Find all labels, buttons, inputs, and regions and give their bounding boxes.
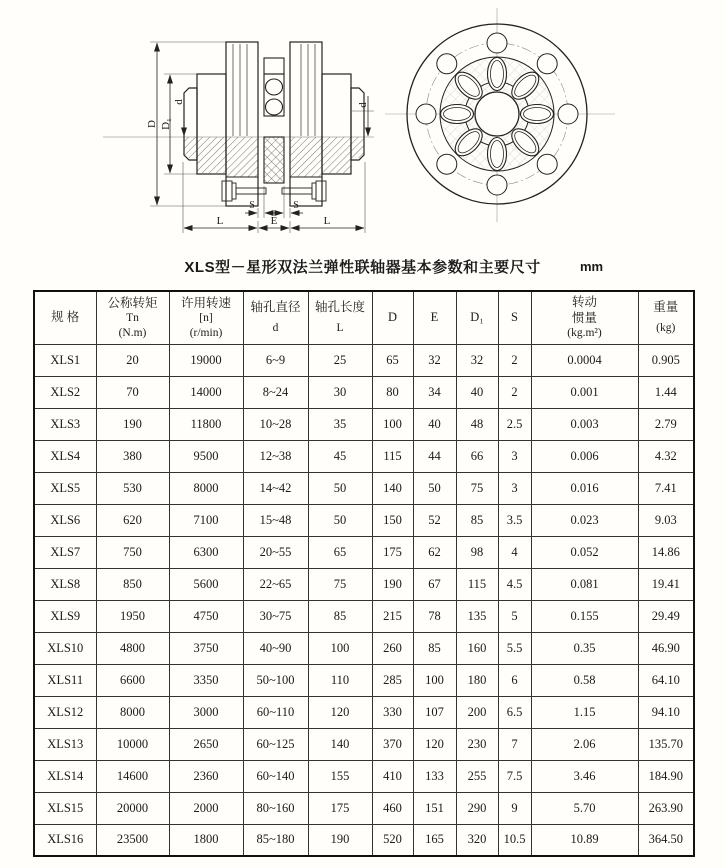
- table-row: [34, 824, 694, 856]
- table-cell: 40: [413, 408, 456, 440]
- table-cell: 115: [456, 568, 498, 600]
- table-cell: 40~90: [243, 632, 308, 664]
- table-cell: 6300: [169, 536, 243, 568]
- col-header-bore-length: 轴孔长度 L: [308, 291, 372, 344]
- table-cell: 30: [308, 376, 372, 408]
- table-cell: 6: [498, 664, 531, 696]
- table-cell: 9500: [169, 440, 243, 472]
- table-cell: 10.89: [531, 824, 638, 856]
- table-cell: 215: [372, 600, 413, 632]
- table-cell: 0.023: [531, 504, 638, 536]
- table-row: [34, 792, 694, 824]
- table-cell: 65: [372, 344, 413, 376]
- table-cell: XLS13: [34, 728, 96, 760]
- table-cell: 40: [456, 376, 498, 408]
- table-cell: 7: [498, 728, 531, 760]
- table-cell: 175: [372, 536, 413, 568]
- col-header-inertia: 转动 惯量 (kg.m²): [531, 291, 638, 344]
- table-cell: 80~160: [243, 792, 308, 824]
- table-row: [34, 696, 694, 728]
- table-row: [34, 632, 694, 664]
- table-cell: 66: [456, 440, 498, 472]
- dim-label-L-left: L: [216, 215, 224, 227]
- table-cell: 8000: [96, 696, 169, 728]
- table-cell: 2360: [169, 760, 243, 792]
- table-cell: 65: [308, 536, 372, 568]
- table-cell: 1800: [169, 824, 243, 856]
- table-cell: 46.90: [638, 632, 694, 664]
- table-cell: 380: [96, 440, 169, 472]
- table-row: [34, 504, 694, 536]
- table-cell: 20000: [96, 792, 169, 824]
- table-cell: 12~38: [243, 440, 308, 472]
- table-row: [34, 376, 694, 408]
- table-cell: 0.58: [531, 664, 638, 696]
- table-cell: 14~42: [243, 472, 308, 504]
- table-cell: 0.0004: [531, 344, 638, 376]
- table-cell: XLS8: [34, 568, 96, 600]
- table-cell: 3350: [169, 664, 243, 696]
- table-cell: 2: [498, 376, 531, 408]
- table-cell: 230: [456, 728, 498, 760]
- technical-drawing: [0, 0, 725, 250]
- dim-label-d-right: d: [357, 102, 369, 108]
- title-row: [0, 256, 725, 278]
- table-cell: 155: [308, 760, 372, 792]
- dim-label-D: D: [146, 120, 158, 128]
- table-cell: XLS5: [34, 472, 96, 504]
- table-cell: 320: [456, 824, 498, 856]
- table-cell: 460: [372, 792, 413, 824]
- table-cell: 2: [498, 344, 531, 376]
- table-cell: 290: [456, 792, 498, 824]
- table-cell: 75: [456, 472, 498, 504]
- table-cell: 6~9: [243, 344, 308, 376]
- table-cell: 67: [413, 568, 456, 600]
- table-cell: 60~125: [243, 728, 308, 760]
- table-cell: 110: [308, 664, 372, 696]
- table-cell: 260: [372, 632, 413, 664]
- table-cell: 29.49: [638, 600, 694, 632]
- table-cell: 263.90: [638, 792, 694, 824]
- col-header-speed: 许用转速 [n] (r/min): [169, 291, 243, 344]
- table-cell: 14000: [169, 376, 243, 408]
- table-cell: 180: [456, 664, 498, 696]
- table-cell: 94.10: [638, 696, 694, 728]
- table-cell: 14600: [96, 760, 169, 792]
- table-cell: 0.001: [531, 376, 638, 408]
- table-cell: XLS16: [34, 824, 96, 856]
- table-cell: 7.41: [638, 472, 694, 504]
- table-cell: 85~180: [243, 824, 308, 856]
- table-cell: 50: [413, 472, 456, 504]
- table-cell: 100: [372, 408, 413, 440]
- col-header-E: E: [413, 291, 456, 344]
- table-cell: 64.10: [638, 664, 694, 696]
- table-cell: 0.081: [531, 568, 638, 600]
- table-cell: 60~110: [243, 696, 308, 728]
- table-cell: 3: [498, 440, 531, 472]
- table-cell: 10~28: [243, 408, 308, 440]
- table-cell: 11800: [169, 408, 243, 440]
- table-cell: 133: [413, 760, 456, 792]
- dim-label-d-left: d: [173, 99, 185, 105]
- table-cell: 190: [96, 408, 169, 440]
- dim-label-S-left: S: [249, 200, 255, 211]
- table-cell: 34: [413, 376, 456, 408]
- table-cell: 330: [372, 696, 413, 728]
- table-cell: 1.15: [531, 696, 638, 728]
- table-cell: 3: [498, 472, 531, 504]
- table-cell: 4: [498, 536, 531, 568]
- table-cell: 2.06: [531, 728, 638, 760]
- table-cell: 25: [308, 344, 372, 376]
- table-cell: 14.86: [638, 536, 694, 568]
- table-cell: 7.5: [498, 760, 531, 792]
- table-cell: 2.5: [498, 408, 531, 440]
- table-cell: 5.70: [531, 792, 638, 824]
- table-cell: 15~48: [243, 504, 308, 536]
- table-cell: 2650: [169, 728, 243, 760]
- table-cell: 32: [456, 344, 498, 376]
- col-header-weight: 重量 (kg): [638, 291, 694, 344]
- table-cell: 0.003: [531, 408, 638, 440]
- table-cell: 6.5: [498, 696, 531, 728]
- table-cell: 2.79: [638, 408, 694, 440]
- table-cell: 98: [456, 536, 498, 568]
- table-cell: 30~75: [243, 600, 308, 632]
- table-cell: 32: [413, 344, 456, 376]
- table-cell: 4800: [96, 632, 169, 664]
- table-cell: 50~100: [243, 664, 308, 696]
- table-row: [34, 728, 694, 760]
- table-cell: 184.90: [638, 760, 694, 792]
- dim-label-S-right: S: [293, 200, 299, 211]
- table-cell: 5: [498, 600, 531, 632]
- table-cell: 5.5: [498, 632, 531, 664]
- table-cell: 100: [413, 664, 456, 696]
- unit-label: mm: [580, 259, 604, 274]
- table-cell: 750: [96, 536, 169, 568]
- table-cell: 120: [413, 728, 456, 760]
- table-cell: 175: [308, 792, 372, 824]
- table-cell: 160: [456, 632, 498, 664]
- table-cell: 190: [308, 824, 372, 856]
- table-cell: 75: [308, 568, 372, 600]
- table-row: [34, 472, 694, 504]
- table-cell: 0.006: [531, 440, 638, 472]
- table-cell: 0.016: [531, 472, 638, 504]
- table-cell: 3.46: [531, 760, 638, 792]
- table-cell: 52: [413, 504, 456, 536]
- table-cell: 19000: [169, 344, 243, 376]
- table-cell: 48: [456, 408, 498, 440]
- table-cell: 135.70: [638, 728, 694, 760]
- table-cell: 107: [413, 696, 456, 728]
- table-cell: 35: [308, 408, 372, 440]
- side-section-view: [103, 42, 374, 233]
- table-cell: 10000: [96, 728, 169, 760]
- table-cell: 0.052: [531, 536, 638, 568]
- table-cell: 140: [308, 728, 372, 760]
- dim-label-E: E: [270, 215, 278, 227]
- table-cell: 85: [308, 600, 372, 632]
- table-cell: 2000: [169, 792, 243, 824]
- table-cell: 3750: [169, 632, 243, 664]
- table-row: [34, 408, 694, 440]
- table-cell: 0.35: [531, 632, 638, 664]
- table-cell: 0.155: [531, 600, 638, 632]
- table-cell: 7100: [169, 504, 243, 536]
- table-cell: 6600: [96, 664, 169, 696]
- table-row: [34, 760, 694, 792]
- table-cell: 190: [372, 568, 413, 600]
- table-cell: 850: [96, 568, 169, 600]
- table-cell: XLS11: [34, 664, 96, 696]
- table-cell: 370: [372, 728, 413, 760]
- table-cell: 19.41: [638, 568, 694, 600]
- col-header-D1: D₁: [456, 291, 498, 344]
- table-cell: 45: [308, 440, 372, 472]
- table-cell: 0.905: [638, 344, 694, 376]
- table-cell: 20~55: [243, 536, 308, 568]
- dim-label-D1: D₁: [160, 118, 172, 130]
- table-cell: 23500: [96, 824, 169, 856]
- col-header-bore-diameter: 轴孔直径 d: [243, 291, 308, 344]
- table-cell: XLS4: [34, 440, 96, 472]
- table-header: [34, 291, 694, 344]
- table-cell: 135: [456, 600, 498, 632]
- table-cell: 5600: [169, 568, 243, 600]
- table-cell: 120: [308, 696, 372, 728]
- front-view: [385, 8, 615, 222]
- table-cell: 85: [413, 632, 456, 664]
- col-header-torque: 公称转矩 Tn (N.m): [96, 291, 169, 344]
- table-cell: 50: [308, 504, 372, 536]
- table-cell: 20: [96, 344, 169, 376]
- table-cell: 70: [96, 376, 169, 408]
- bore-circle: [475, 92, 519, 136]
- table-cell: 255: [456, 760, 498, 792]
- parameters-table: [33, 290, 695, 857]
- table-cell: 1950: [96, 600, 169, 632]
- table-cell: 115: [372, 440, 413, 472]
- table-row: [34, 344, 694, 376]
- table-cell: XLS7: [34, 536, 96, 568]
- table-cell: 4750: [169, 600, 243, 632]
- table-cell: 165: [413, 824, 456, 856]
- table-cell: 3000: [169, 696, 243, 728]
- table-cell: XLS1: [34, 344, 96, 376]
- table-cell: 100: [308, 632, 372, 664]
- table-cell: 4.32: [638, 440, 694, 472]
- table-cell: 3.5: [498, 504, 531, 536]
- table-cell: 9.03: [638, 504, 694, 536]
- table-cell: 4.5: [498, 568, 531, 600]
- page-title: XLS型－星形双法兰弹性联轴器基本参数和主要尺寸: [184, 259, 541, 276]
- col-header-D: D: [372, 291, 413, 344]
- table-cell: 364.50: [638, 824, 694, 856]
- table-cell: XLS14: [34, 760, 96, 792]
- table-cell: 200: [456, 696, 498, 728]
- table-cell: 410: [372, 760, 413, 792]
- table-row: [34, 536, 694, 568]
- table-cell: 8~24: [243, 376, 308, 408]
- table-cell: 1.44: [638, 376, 694, 408]
- table-cell: 285: [372, 664, 413, 696]
- table-cell: XLS12: [34, 696, 96, 728]
- table-cell: 80: [372, 376, 413, 408]
- table-cell: 620: [96, 504, 169, 536]
- table-cell: XLS3: [34, 408, 96, 440]
- table-cell: 44: [413, 440, 456, 472]
- table-row: [34, 568, 694, 600]
- table-cell: 78: [413, 600, 456, 632]
- dim-label-L-right: L: [323, 215, 331, 227]
- table-cell: 151: [413, 792, 456, 824]
- table-body: [34, 344, 694, 856]
- table-cell: 520: [372, 824, 413, 856]
- table-cell: 50: [308, 472, 372, 504]
- table-cell: XLS10: [34, 632, 96, 664]
- table-cell: 22~65: [243, 568, 308, 600]
- table-row: [34, 440, 694, 472]
- table-cell: 60~140: [243, 760, 308, 792]
- table-cell: XLS15: [34, 792, 96, 824]
- table-cell: 85: [456, 504, 498, 536]
- table-cell: 8000: [169, 472, 243, 504]
- col-header-spec: 规 格: [34, 291, 96, 344]
- table-cell: XLS6: [34, 504, 96, 536]
- table-row: [34, 664, 694, 696]
- table-cell: 10.5: [498, 824, 531, 856]
- table-cell: 9: [498, 792, 531, 824]
- table-cell: 140: [372, 472, 413, 504]
- table-cell: XLS2: [34, 376, 96, 408]
- table-row: [34, 600, 694, 632]
- table-cell: 530: [96, 472, 169, 504]
- table-cell: XLS9: [34, 600, 96, 632]
- col-header-S: S: [498, 291, 531, 344]
- table-cell: 62: [413, 536, 456, 568]
- table-cell: 150: [372, 504, 413, 536]
